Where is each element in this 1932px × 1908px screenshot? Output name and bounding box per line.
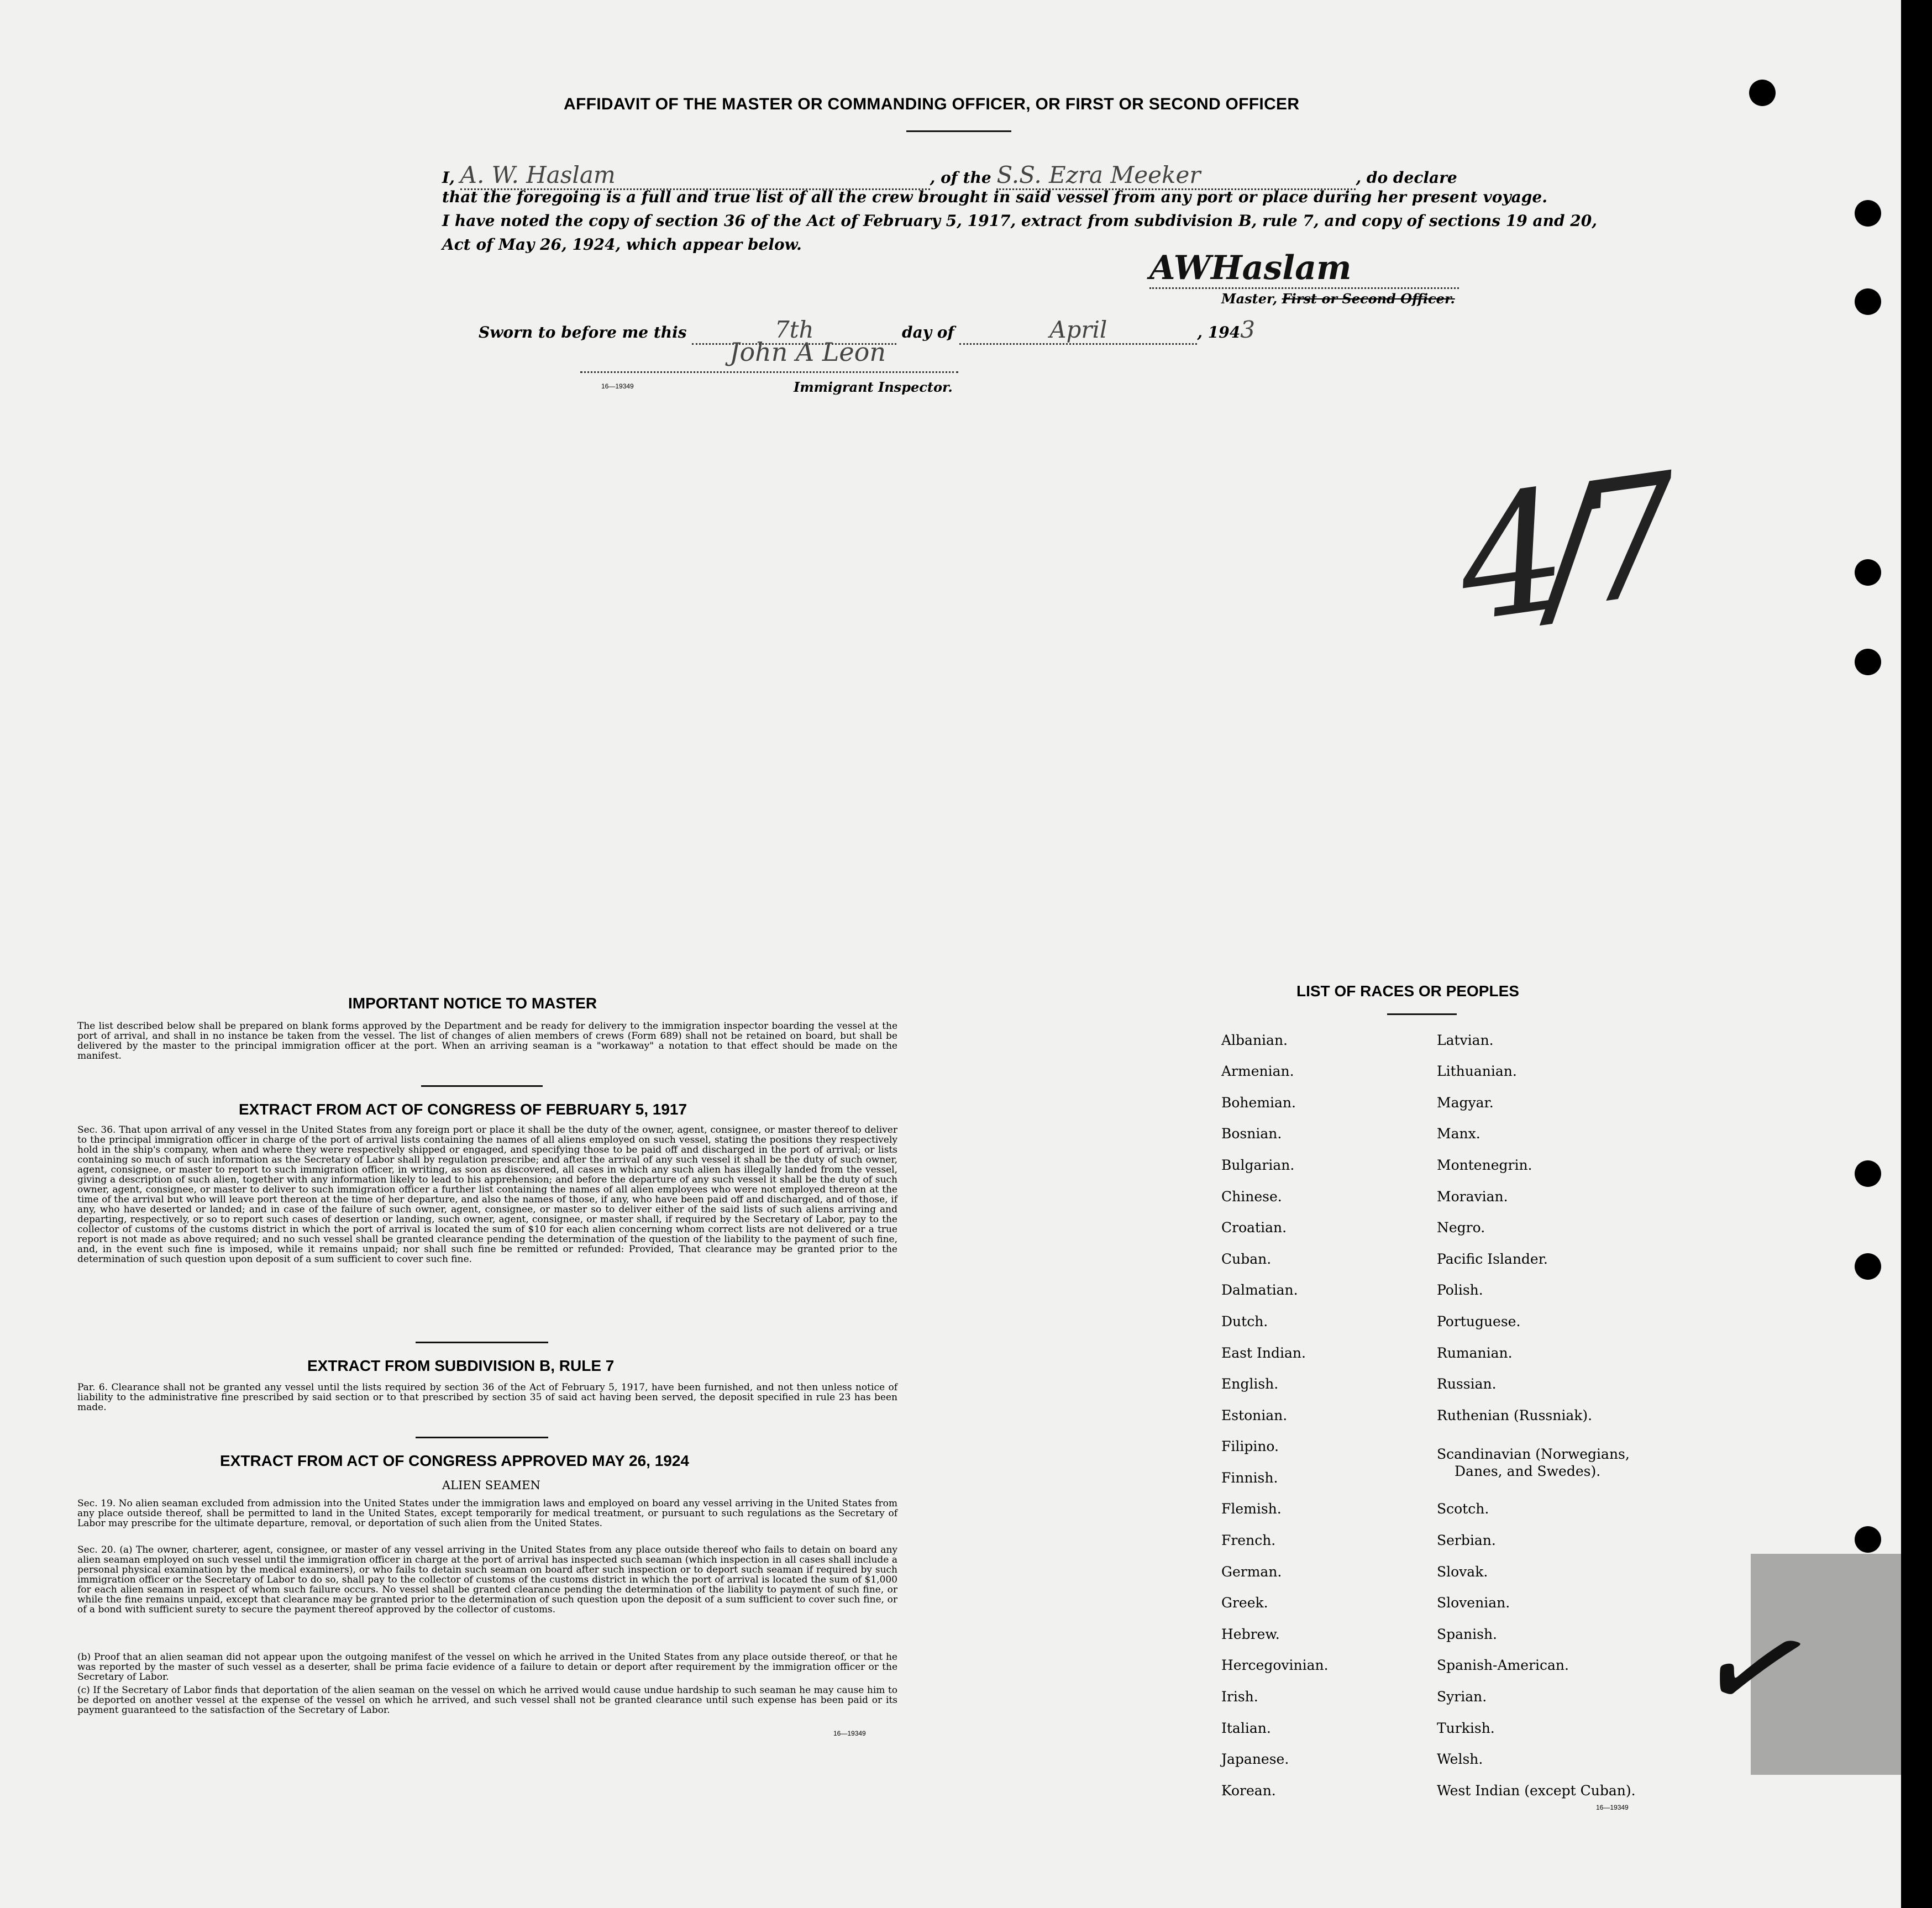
- race-item: Spanish-American.: [1437, 1657, 1569, 1673]
- binder-hole: [1855, 1526, 1881, 1553]
- race-item: Bohemian.: [1221, 1095, 1296, 1111]
- race-item: Armenian.: [1221, 1063, 1294, 1079]
- race-item: Lithuanian.: [1437, 1063, 1517, 1079]
- race-item: Spanish.: [1437, 1626, 1498, 1642]
- race-item: Portuguese.: [1437, 1313, 1521, 1329]
- race-item: Korean.: [1221, 1783, 1276, 1799]
- inspector-line: [580, 371, 958, 373]
- race-item: West Indian (except Cuban).: [1437, 1783, 1636, 1799]
- declarant-prefix: I,: [442, 169, 455, 187]
- race-item: Hercegovinian.: [1221, 1657, 1329, 1673]
- race-item: Negro.: [1437, 1220, 1485, 1236]
- master-label: [1221, 291, 1455, 307]
- sec20c-text: (c) If the Secretary of Labor finds that deportation of the alien seaman on the vessel on which he arrived would cause undue hardship to such seaman he may cause him to be deported on another vessel at the expense of the vessel on which he arrived, and such vessel shall not be granted clearance until such expense has been paid or its payment guaranteed to the satisfaction of the Secretary of Labor.: [77, 1685, 897, 1716]
- race-item: Japanese.: [1221, 1751, 1289, 1767]
- binder-hole: [1855, 288, 1881, 315]
- race-item: Syrian.: [1437, 1689, 1487, 1705]
- race-item: Estonian.: [1221, 1407, 1288, 1423]
- inspector-signature: John A Leon: [729, 337, 886, 367]
- day-of-label: day of: [902, 323, 954, 341]
- race-item: Hebrew.: [1221, 1626, 1280, 1642]
- alien-seamen-subtitle: ALIEN SEAMEN: [442, 1479, 540, 1492]
- form-number-races: 16—19349: [1596, 1804, 1629, 1811]
- race-item: Rumanian.: [1437, 1345, 1513, 1361]
- race-item: Scotch.: [1437, 1501, 1489, 1517]
- race-item: Finnish.: [1221, 1470, 1278, 1486]
- check-mark: ✓: [1681, 1578, 1835, 1760]
- binder-hole: [1855, 1160, 1881, 1187]
- race-item: Filipino.: [1221, 1438, 1279, 1454]
- races-title: LIST OF RACES OR PEOPLES: [1296, 982, 1519, 1000]
- vessel-name: S.S. Ezra Meeker: [996, 161, 1356, 190]
- declarant-name: A. W. Haslam: [460, 161, 930, 190]
- signature-line: [1149, 287, 1459, 289]
- binder-hole: [1855, 649, 1881, 675]
- race-item: Turkish.: [1437, 1720, 1495, 1736]
- race-item: Slovak.: [1437, 1564, 1488, 1580]
- extract-1917-text: Sec. 36. That upon arrival of any vessel in the United States from any foreign port or place it shall be the duty of the owner, agent, consignee, or master thereof to deliver to the principal immigration officer in charge of the port of arrival lists containing the names of all aliens employed on such vessel, stating the positions they respectively hold in the ship's company, when and where they were respectively shipped or engaged, and specifying those to be paid off and discharged in the port of arrival; or lists containing so much of such information as the Secretary of Labor shall by regulation prescribe; and after the arrival of any such vessel it shall be the duty of such owner, agent, consignee, or master to report to such immigration officer, in writing, as soon as discovered, all cases in which any such alien has illegally landed from the vessel, giving a description of such alien, together with any information likely to lead to his apprehension; and before the departure of any such vessel it shall be the duty of such owner, agent, consignee, or master to deliver to such immigration officer a further list containing the names of all alien employees who were not employed thereon at the time of the arrival but who will leave port thereon at the time of her departure, and also the names of those, if any, who have been paid off and discharged, and of those, if any, who have deserted or landed; and in case of the failure of such owner, agent, consignee, or master so to deliver either of the said lists of such aliens arriving and departing, respectively, or so to report such cases of desertion or landing, such owner, agent, consignee, or master shall, if required by the Secretary of Labor, pay to the collector of customs of the customs district in which the port of arrival is located the sum of $10 for each alien concerning whom correct lists are not delivered or a true report is not made as above required; and no such vessel shall be granted clearance pending the determination of the question of the liability to the payment of such fine, and, in the event such fine is imposed, while it remains unpaid; nor shall such fine be remitted or refunded: Provided, That clearance may be granted prior to the determination of such question upon deposit of a sum sufficient to cover such fine.: [77, 1124, 897, 1265]
- race-item: Irish.: [1221, 1689, 1258, 1705]
- form-number-top: 16—19349: [601, 382, 634, 390]
- binder-hole: [1855, 1253, 1881, 1280]
- affidavit-title: AFFIDAVIT OF THE MASTER OR COMMANDING OFFICER, OR FIRST OR SECOND OFFICER: [564, 95, 1300, 113]
- race-item: Scandinavian (Norwegians,: [1437, 1446, 1630, 1462]
- race-item: Montenegrin.: [1437, 1157, 1532, 1173]
- race-item: Chinese.: [1221, 1189, 1282, 1205]
- form-number-notice: 16—19349: [833, 1730, 866, 1737]
- race-item: Italian.: [1221, 1720, 1271, 1736]
- race-item: East Indian.: [1221, 1345, 1306, 1361]
- race-item: Bulgarian.: [1221, 1157, 1295, 1173]
- master-signature: AWHaslam: [1149, 249, 1352, 287]
- notice-title: IMPORTANT NOTICE TO MASTER: [348, 995, 597, 1012]
- race-item: German.: [1221, 1564, 1282, 1580]
- of-the-label: , of the: [930, 169, 991, 187]
- races-rule: [1387, 1013, 1457, 1015]
- affidavit-line-2: that the foregoing is a full and true list of all the crew brought in said vessel from any port or place during her present voyage.: [442, 188, 1547, 206]
- race-item: French.: [1221, 1532, 1276, 1548]
- rule7-text: Par. 6. Clearance shall not be granted any vessel until the lists required by section 36 of the Act of February 5, 1917, have been furnished, and not then unless notice of liability to the administrative fine prescribed by said section or to that prescribed by section 35 of said act having been served, the deposit specified in rule 23 has been made.: [77, 1382, 897, 1413]
- race-item: Danes, and Swedes).: [1455, 1463, 1601, 1479]
- title-rule: [906, 130, 1011, 132]
- race-item: Dalmatian.: [1221, 1282, 1298, 1298]
- sworn-day: 7th: [692, 316, 896, 345]
- scan-edge: [1901, 0, 1932, 1908]
- race-item: Manx.: [1437, 1126, 1481, 1142]
- race-item: Polish.: [1437, 1282, 1483, 1298]
- sworn-prefix: Sworn to before me this: [479, 323, 687, 341]
- binder-hole: [1855, 200, 1881, 227]
- race-item: English.: [1221, 1376, 1279, 1392]
- sec19-text: Sec. 19. No alien seaman excluded from admission into the United States under the immigration laws and employed on board any vessel arriving in the United States from any place outside thereof, shall be permitted to land in the United States, except temporarily for medical treatment, or pursuant to such regulations as the Secretary of Labor may prescribe for the ultimate departure, removal, or deportation of such alien from the United States.: [77, 1498, 897, 1529]
- race-item: Welsh.: [1437, 1751, 1483, 1767]
- race-item: Moravian.: [1437, 1189, 1508, 1205]
- year-suffix: 3: [1240, 316, 1255, 343]
- sec20b-text: (b) Proof that an alien seaman did not appear upon the outgoing manifest of the vessel on which he arrived in the United States from any place outside thereof, or that he was reported by the master of such vessel as a deserter, shall be prima facie evidence of a failure to detain or deport after requirement by the immigration officer or the Secretary of Labor.: [77, 1652, 897, 1683]
- affidavit-line-4: Act of May 26, 1924, which appear below.: [442, 235, 802, 254]
- race-item: Croatian.: [1221, 1220, 1287, 1236]
- sworn-month: April: [959, 316, 1197, 345]
- rule-1917: [416, 1342, 548, 1343]
- race-item: Greek.: [1221, 1595, 1268, 1611]
- binder-hole: [1749, 80, 1776, 106]
- inspector-label: Immigrant Inspector.: [794, 379, 953, 395]
- race-item: Russian.: [1437, 1376, 1497, 1392]
- race-item: Cuban.: [1221, 1251, 1272, 1267]
- notice-text: The list described below shall be prepared on blank forms approved by the Department and be ready for delivery to the immigration inspector boarding the vessel at the port of arrival, and shall in no instance be taken from the vessel. The list of changes of alien members of crews (Form 689) shall not be retained on board, but shall be delivered by the master to the principal immigration officer at the port. When an arriving seaman is a "workaway" a notation to that effect should be made on the manifest.: [77, 1021, 897, 1061]
- race-item: Magyar.: [1437, 1095, 1494, 1111]
- race-item: Latvian.: [1437, 1032, 1494, 1048]
- race-item: Serbian.: [1437, 1532, 1496, 1548]
- race-item: Dutch.: [1221, 1313, 1268, 1329]
- do-declare-label: , do declare: [1356, 169, 1457, 187]
- affidavit-line-1: [442, 161, 1457, 190]
- year-prefix: , 194: [1197, 323, 1241, 341]
- race-item: Bosnian.: [1221, 1126, 1282, 1142]
- master-title: Master,: [1221, 291, 1278, 307]
- binder-hole: [1855, 559, 1881, 586]
- race-item: Flemish.: [1221, 1501, 1282, 1517]
- race-item: Albanian.: [1221, 1032, 1288, 1048]
- race-item: Slovenian.: [1437, 1595, 1510, 1611]
- extract-1924-title: EXTRACT FROM ACT OF CONGRESS APPROVED MAY 26, 1924: [220, 1452, 689, 1469]
- rule-rule7: [416, 1437, 548, 1438]
- affidavit-line-3: I have noted the copy of section 36 of the Act of February 5, 1917, extract from subdivision B, rule 7, and copy of sections 19 and 20,: [442, 212, 1598, 230]
- rule7-title: EXTRACT FROM SUBDIVISION B, RULE 7: [307, 1357, 615, 1374]
- race-item: Pacific Islander.: [1437, 1251, 1548, 1267]
- extract-1917-title: EXTRACT FROM ACT OF CONGRESS OF FEBRUARY 5, 1917: [239, 1101, 687, 1118]
- struck-officer-title: First or Second Officer.: [1282, 291, 1455, 307]
- race-item: Ruthenian (Russniak).: [1437, 1407, 1593, 1423]
- sec20a-text: Sec. 20. (a) The owner, charterer, agent, consignee, or master of any vessel arriving in the United States from any place outside thereof who fails to detain on board any alien seaman employed on such vessel until the immigration officer in charge at the port of arrival has inspected such seaman (which inspection in all cases shall include a personal physical examination by the medical examiners), or who fails to detain such seaman on board after such inspection or to deport such seaman if required by such immigration officer or the Secretary of Labor to do so, shall pay to the collector of customs of the customs district in which the port of arrival is located the sum of $1,000 for each alien seaman in respect of whom such failure occurs. No vessel shall be granted clearance pending the determination of the liability to payment of such fine, or while the fine remains unpaid, except that clearance may be granted prior to the determination of such question upon the deposit of a sum sufficient to cover such fine, or of a bond with sufficient surety to secure the payment thereof approved by the collector of customs.: [77, 1544, 897, 1615]
- handwritten-date-mark: 4/7: [1446, 440, 1672, 659]
- notice-rule: [421, 1085, 543, 1087]
